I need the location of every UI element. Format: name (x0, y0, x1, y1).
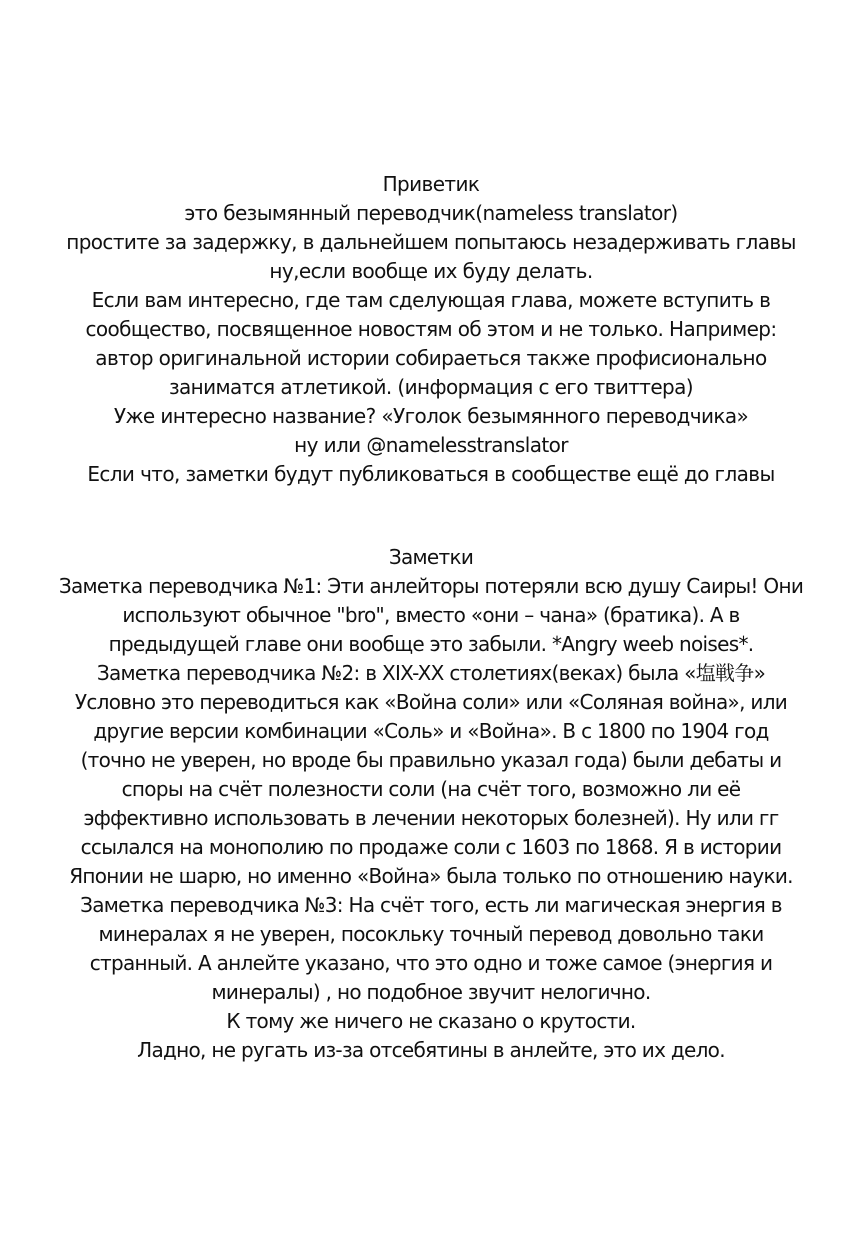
intro-block (0, 170, 862, 489)
notes-heading: Заметки (388, 545, 474, 569)
note-line: ссылался на монополию по продаже соли с 1603 по 1868. Я в истории (80, 835, 782, 859)
note-line: Заметка переводчика №1: Эти анлейторы потеряли всю душу Саиры! Они (58, 574, 804, 598)
note-line: минералы) , но подобное звучит нелогично. (211, 980, 651, 1004)
note-line: используют обычное "bro", вместо «они – чана» (братика). А в (122, 603, 740, 627)
notes-block (0, 543, 862, 1065)
note-line: другие версии комбинации «Соль» и «Война». В с 1800 по 1904 год (93, 719, 769, 743)
note-line: Ладно, не ругать из-за отсебятины в анлейте, это их дело. (137, 1038, 725, 1062)
intro-line: сообщество, посвященное новостям об этом и не только. Например: (85, 317, 777, 341)
note-line: Японии не шарю, но именно «Война» была только по отношению науки. (69, 864, 793, 888)
note-line: Заметка переводчика №2: в XIX-XX столетиях(веках) была «塩戦争» (96, 661, 766, 685)
intro-line: автор оригинальной истории собираеться также профисионально (95, 346, 767, 370)
intro-handle: ну или @namelesstranslator (294, 433, 568, 457)
note-line: эффективно использовать в лечении некоторых болезней). Ну или гг (83, 806, 779, 830)
note-line: (точно не уверен, но вроде бы правильно указал года) были дебаты и (80, 748, 782, 772)
note-line: К тому же ничего не сказано о крутости. (226, 1009, 636, 1033)
note-line: Условно это переводиться как «Война соли» или «Соляная война», или (74, 690, 788, 714)
note-line: споры на счёт полезности соли (на счёт того, возможно ли её (121, 777, 741, 801)
note-line: странный. А анлейте указано, что это одно и тоже самое (энергия и (89, 951, 773, 975)
intro-line: заниматся атлетикой. (информация с его твиттера) (168, 375, 694, 399)
note-line: минералах я не уверен, посокльку точный перевод довольно таки (98, 922, 764, 946)
intro-line: Уже интересно название? «Уголок безымянного переводчика» (113, 404, 749, 428)
intro-line: это безымянный переводчик(nameless translator) (184, 201, 678, 225)
intro-line: Если вам интересно, где там сделующая глава, можете вступить в (91, 288, 771, 312)
intro-line: простите за задержку, в дальнейшем попытаюсь незадерживать главы (66, 230, 796, 254)
note-line: предыдущей главе они вообще это забыли. *Angry weeb noises*. (108, 632, 754, 656)
intro-line: Если что, заметки будут публиковаться в сообществе ещё до главы (87, 462, 775, 486)
intro-line: ну,если вообще их буду делать. (269, 259, 593, 283)
intro-greeting: Приветик (382, 172, 480, 196)
note-line: Заметка переводчика №3: На счёт того, есть ли магическая энергия в (80, 893, 782, 917)
